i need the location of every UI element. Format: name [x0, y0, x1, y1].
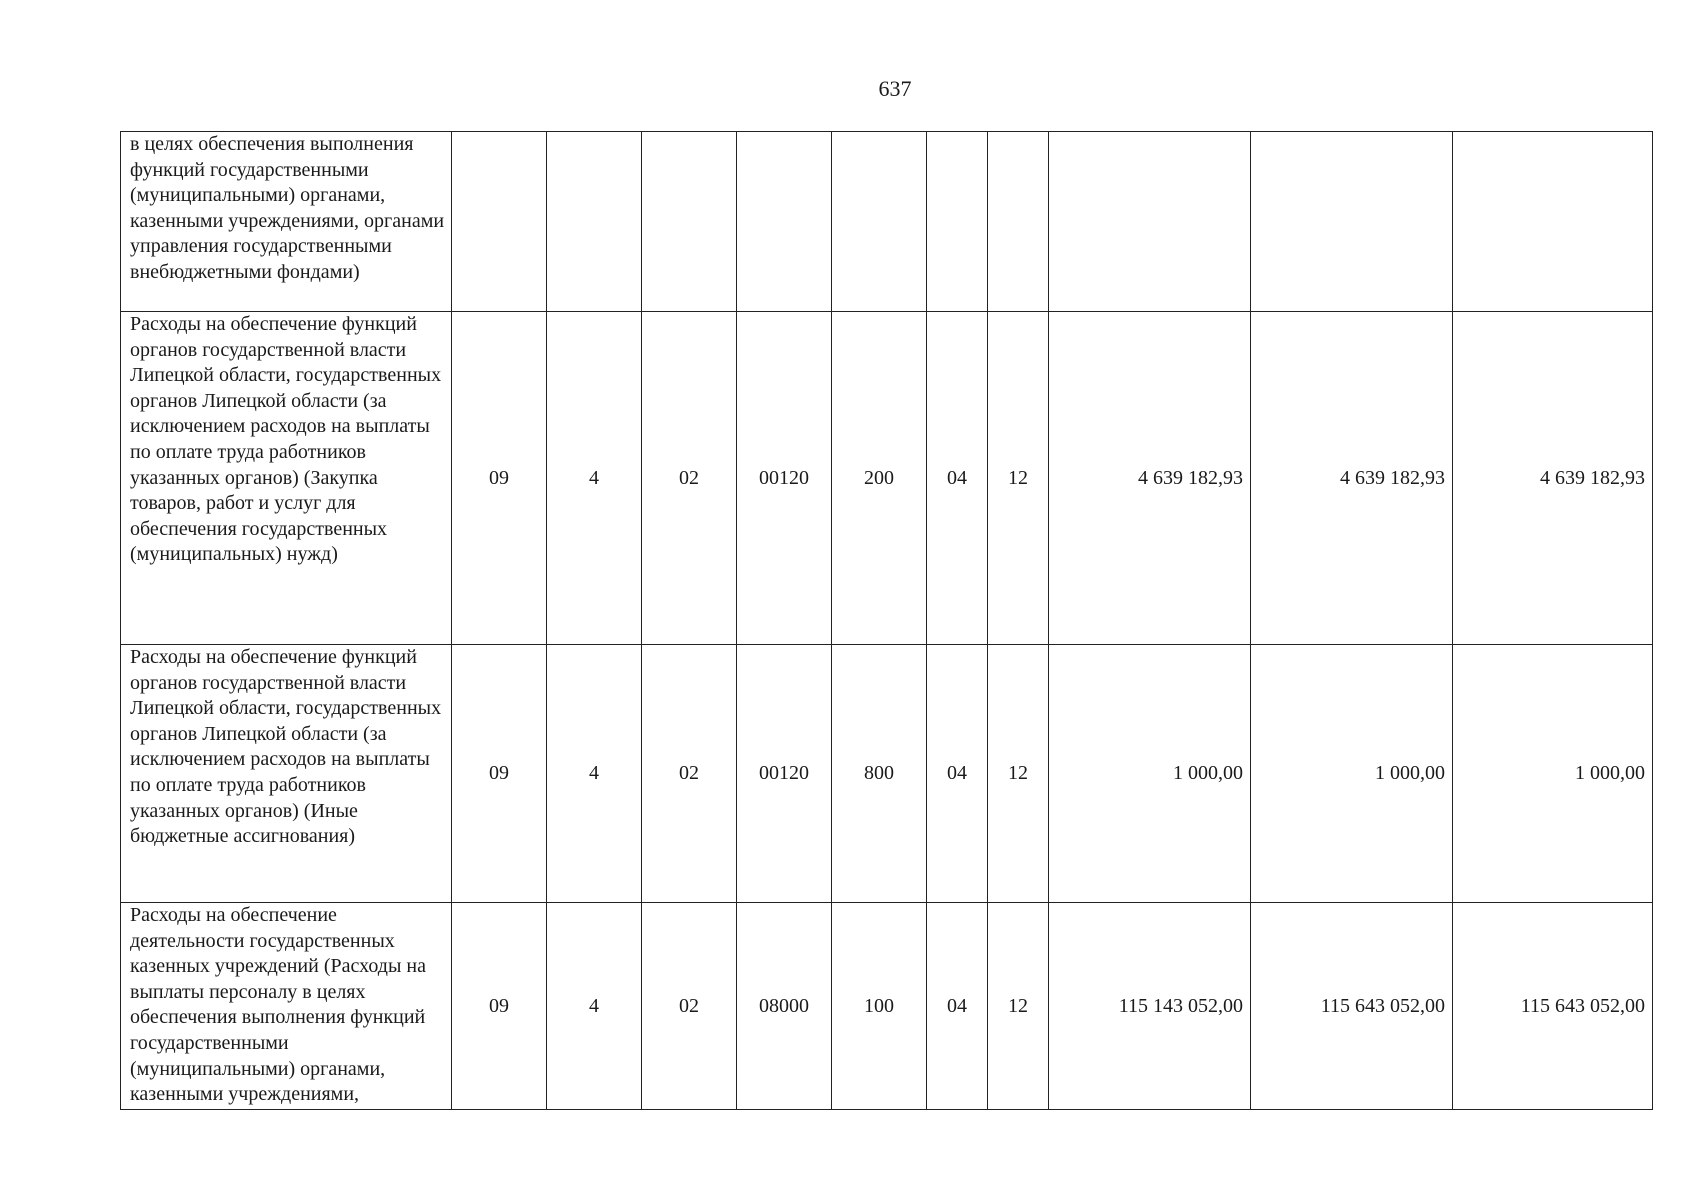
code-cell-5: 800 — [832, 645, 927, 903]
code-cell-6: 04 — [927, 312, 988, 645]
code-cell-7 — [988, 132, 1049, 312]
code-cell-3: 02 — [642, 312, 737, 645]
code-cell-4: 00120 — [737, 312, 832, 645]
code-cell-4 — [737, 132, 832, 312]
table-row — [121, 903, 1653, 1110]
amount-cell-2: 4 639 182,93 — [1251, 312, 1453, 645]
amount-cell-1: 115 143 052,00 — [1049, 903, 1251, 1110]
amount-cell-1: 4 639 182,93 — [1049, 312, 1251, 645]
code-cell-1: 09 — [452, 312, 547, 645]
code-cell-6 — [927, 132, 988, 312]
code-cell-5: 100 — [832, 903, 927, 1110]
code-cell-6: 04 — [927, 645, 988, 903]
code-cell-1: 09 — [452, 903, 547, 1110]
row-description: в целях обеспечения выполнения функций государственными (муниципальными) органами, казенными учреждениями, органами управления государственными внебюджетными фондами) — [121, 132, 452, 312]
table-row — [121, 312, 1653, 645]
code-cell-7: 12 — [988, 645, 1049, 903]
row-description: Расходы на обеспечение функций органов государственной власти Липецкой области, государственных органов Липецкой области (за исключением расходов на выплаты по оплате труда работников указанных органов) (Закупка товаров, работ и услуг для обеспечения государственных (муниципальных) нужд) — [121, 312, 452, 645]
code-cell-2 — [547, 132, 642, 312]
amount-cell-2: 1 000,00 — [1251, 645, 1453, 903]
code-cell-6: 04 — [927, 903, 988, 1110]
code-cell-2: 4 — [547, 903, 642, 1110]
code-cell-7: 12 — [988, 312, 1049, 645]
code-cell-3: 02 — [642, 903, 737, 1110]
table-row — [121, 645, 1653, 903]
code-cell-5 — [832, 132, 927, 312]
code-cell-5: 200 — [832, 312, 927, 645]
amount-cell-3: 4 639 182,93 — [1453, 312, 1653, 645]
amount-cell-3 — [1453, 132, 1653, 312]
amount-cell-2: 115 643 052,00 — [1251, 903, 1453, 1110]
code-cell-2: 4 — [547, 312, 642, 645]
code-cell-1 — [452, 132, 547, 312]
amount-cell-1: 1 000,00 — [1049, 645, 1251, 903]
code-cell-1: 09 — [452, 645, 547, 903]
code-cell-3: 02 — [642, 645, 737, 903]
amount-cell-1 — [1049, 132, 1251, 312]
code-cell-4: 08000 — [737, 903, 832, 1110]
row-description: Расходы на обеспечение функций органов государственной власти Липецкой области, государственных органов Липецкой области (за исключением расходов на выплаты по оплате труда работников указанных органов) (Иные бюджетные ассигнования) — [121, 645, 452, 903]
amount-cell-2 — [1251, 132, 1453, 312]
table-row — [121, 132, 1653, 312]
code-cell-2: 4 — [547, 645, 642, 903]
page-number: 637 — [878, 76, 912, 101]
code-cell-3 — [642, 132, 737, 312]
code-cell-7: 12 — [988, 903, 1049, 1110]
row-description: Расходы на обеспечение деятельности государственных казенных учреждений (Расходы на выплаты персоналу в целях обеспечения выполнения функций государственными (муниципальными) органами, казенными учреждениями, — [121, 903, 452, 1110]
amount-cell-3: 115 643 052,00 — [1453, 903, 1653, 1110]
code-cell-4: 00120 — [737, 645, 832, 903]
budget-table — [120, 131, 1653, 1110]
amount-cell-3: 1 000,00 — [1453, 645, 1653, 903]
